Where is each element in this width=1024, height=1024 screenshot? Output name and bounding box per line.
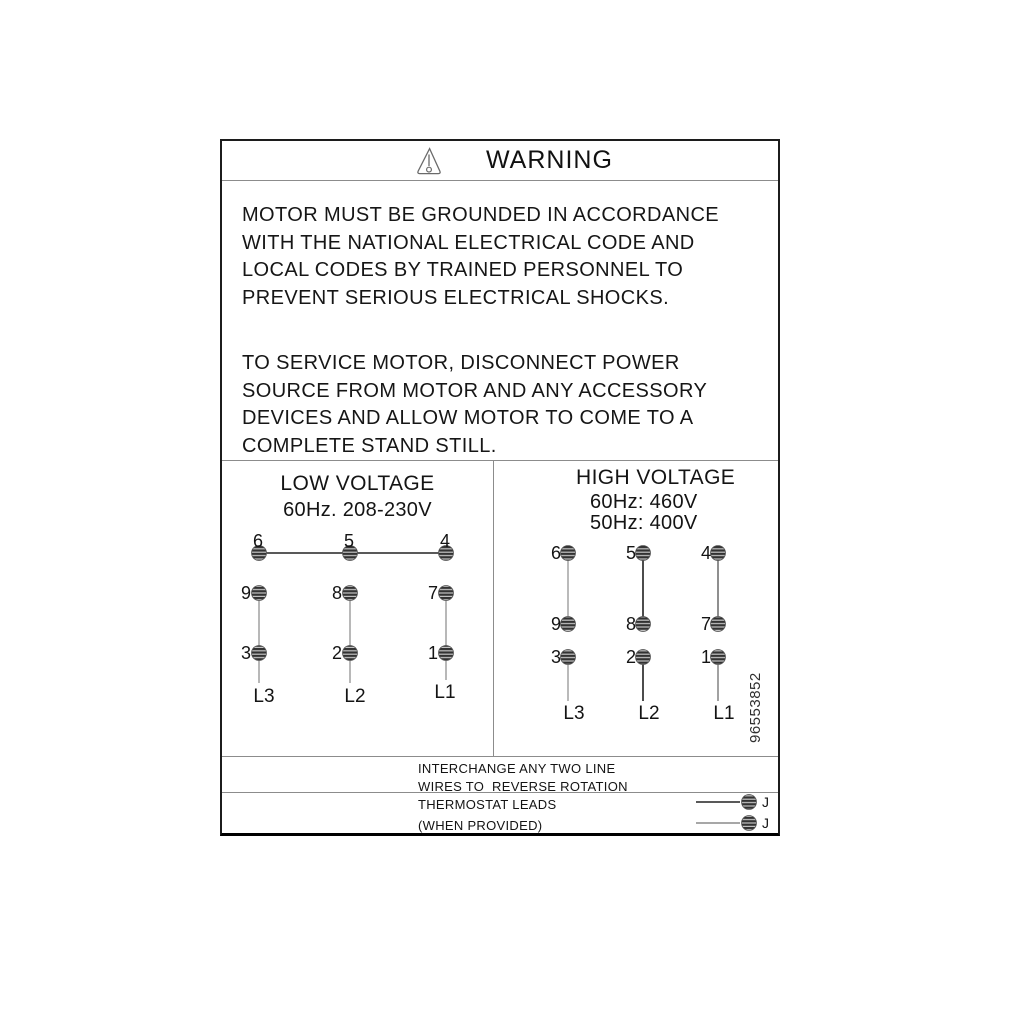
terminal-6-label: 6 — [252, 531, 264, 551]
terminal-3-high — [561, 650, 576, 665]
terminal-3-low — [252, 646, 267, 661]
terminal-5-label: 5 — [343, 531, 355, 551]
high-voltage-title: HIGH VOLTAGE — [576, 466, 736, 489]
freq-line-50hz: 50Hz: 400V — [590, 512, 698, 534]
lead-j-label-1: J — [762, 794, 770, 810]
terminal-7-high — [711, 617, 726, 632]
rotation-note-row — [222, 757, 778, 793]
warning-text-block — [222, 181, 778, 461]
line-label-l1-high: L1 — [713, 703, 735, 724]
thermostat-leads-text: THERMOSTAT LEADS — [418, 797, 557, 812]
line-label-l3-high: L3 — [563, 703, 585, 724]
line-label-l2-low: L2 — [344, 686, 366, 707]
terminal-2-label: 2 — [331, 643, 342, 663]
terminal-1-label: 1 — [700, 647, 711, 667]
terminal-8-label: 8 — [331, 583, 342, 603]
high-voltage-section — [494, 461, 778, 756]
warning-line: PREVENT SERIOUS ELECTRICAL SHOCKS. — [242, 286, 670, 309]
terminal-1-label: 1 — [427, 643, 438, 663]
freq-line-60hz: 60Hz: 460V — [590, 491, 698, 513]
line-label-l2-high: L2 — [638, 703, 660, 724]
warning-title: WARNING — [486, 146, 613, 174]
terminal-2-high — [636, 650, 651, 665]
terminal-8-high — [636, 617, 651, 632]
terminal-4-label: 4 — [439, 531, 451, 551]
low-voltage-section — [222, 461, 494, 756]
terminal-7-label: 7 — [700, 614, 711, 634]
line-label-l3-low: L3 — [253, 686, 275, 707]
line-label-l1-low: L1 — [434, 682, 456, 703]
warning-line: COMPLETE STAND STILL. — [242, 434, 497, 457]
terminal-4-label: 4 — [700, 543, 711, 563]
terminal-3-label: 3 — [550, 647, 561, 667]
warning-paragraph-1 — [242, 202, 778, 312]
terminal-9-label: 9 — [550, 614, 561, 634]
terminal-9-label: 9 — [240, 583, 251, 603]
terminal-9-low — [252, 586, 267, 601]
terminal-8-label: 8 — [625, 614, 636, 634]
warning-line: SOURCE FROM MOTOR AND ANY ACCESSORY — [242, 379, 708, 402]
terminal-7-label: 7 — [427, 583, 438, 603]
warning-line: WITH THE NATIONAL ELECTRICAL CODE AND — [242, 231, 695, 254]
wiring-diagram-section — [222, 461, 778, 757]
terminal-1-low — [439, 646, 454, 661]
terminal-1-high — [711, 650, 726, 665]
warning-paragraph-2 — [242, 350, 778, 460]
terminal-5-label: 5 — [625, 543, 636, 563]
warning-header — [222, 141, 778, 181]
warning-line: LOCAL CODES BY TRAINED PERSONNEL TO — [242, 259, 684, 281]
terminal-3-label: 3 — [240, 643, 251, 663]
terminal-9-high — [561, 617, 576, 632]
low-voltage-diagram — [222, 461, 493, 756]
warning-line: TO SERVICE MOTOR, DISCONNECT POWER — [242, 352, 680, 374]
warning-triangle-icon — [416, 146, 442, 176]
terminal-8-low — [343, 586, 358, 601]
lead-terminal-2 — [742, 816, 757, 831]
terminal-5-high — [636, 546, 651, 561]
rotation-note-line-2: WIRES TO REVERSE ROTATION — [418, 779, 628, 794]
rotation-note-line-1: INTERCHANGE ANY TWO LINE — [418, 761, 616, 776]
warning-line: DEVICES AND ALLOW MOTOR TO COME TO A — [242, 407, 694, 429]
terminal-2-low — [343, 646, 358, 661]
terminal-6-high — [561, 546, 576, 561]
thermostat-provided-text: (WHEN PROVIDED) — [418, 818, 543, 833]
lead-j-label-2: J — [762, 815, 770, 831]
part-number: 96553852 — [747, 672, 764, 743]
terminal-2-label: 2 — [625, 647, 636, 667]
terminal-7-low — [439, 586, 454, 601]
high-voltage-diagram — [494, 461, 778, 756]
thermostat-row — [222, 793, 778, 833]
terminal-4-high — [711, 546, 726, 561]
low-voltage-subtitle: 60Hz. 208-230V — [283, 499, 432, 521]
warning-line: MOTOR MUST BE GROUNDED IN ACCORDANCE — [242, 204, 720, 226]
motor-warning-label — [220, 139, 780, 836]
thermostat-lead-symbols — [692, 793, 780, 833]
lead-terminal-1 — [742, 795, 757, 810]
terminal-6-label: 6 — [550, 543, 561, 563]
low-voltage-title: LOW VOLTAGE — [280, 472, 435, 495]
